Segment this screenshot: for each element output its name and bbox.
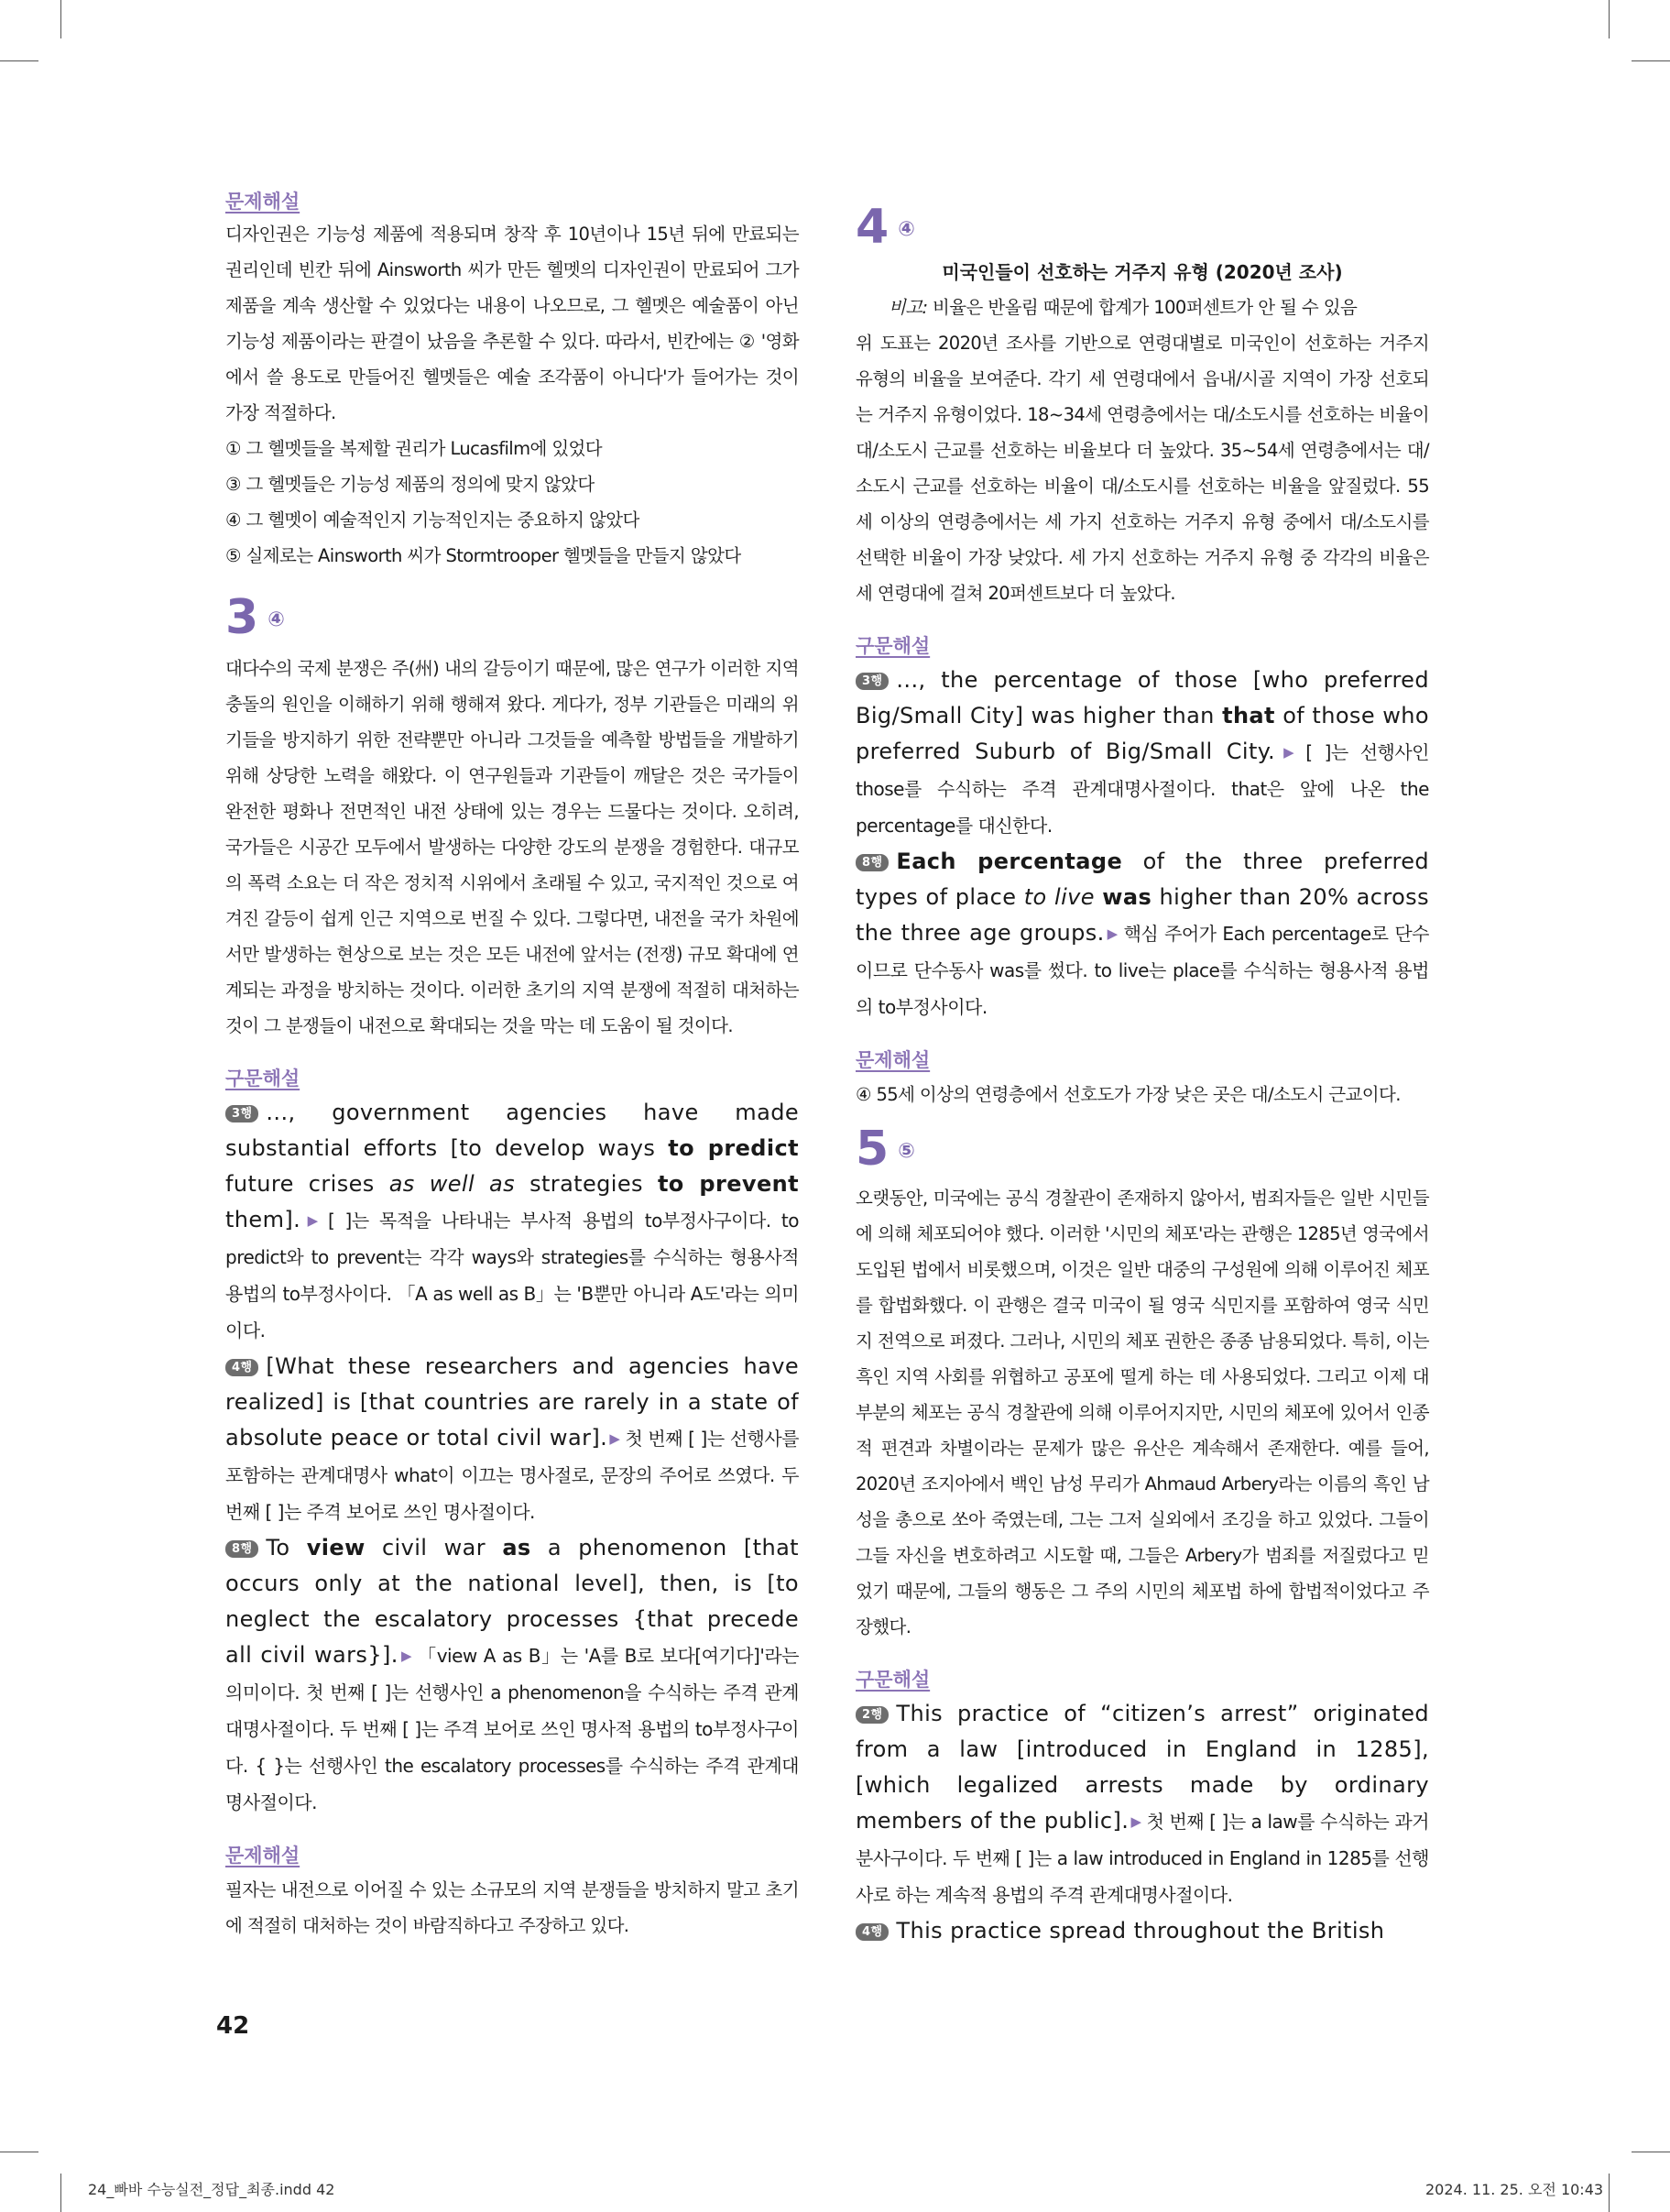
right-column [856, 200, 1429, 1949]
arrow-icon: ▶ [1130, 1813, 1142, 1830]
crop-mark [1632, 60, 1670, 61]
crop-mark [1609, 0, 1610, 38]
section-heading: 구문해설 [225, 1068, 300, 1090]
chart-title: 미국인들이 선호하는 거주지 유형 (2020년 조사) [942, 261, 1343, 283]
question-header [856, 200, 1429, 255]
line-badge: 3행 [856, 673, 889, 690]
page-number: 42 [216, 2012, 250, 2040]
question-number: 5 [856, 1122, 890, 1177]
option-5: ⑤ 실제로는 Ainsworth 씨가 Stormtrooper 헬멧들을 만들지 않았다 [225, 545, 741, 566]
question-number: 4 [856, 200, 890, 255]
translation-paragraph: 오랫동안, 미국에는 공식 경찰관이 존재하지 않아서, 범죄자들은 일반 시민들에 의해 체포되어야 했다. 이러한 '시민의 체포'라는 관행은 1285년 영국에서 도입된 법에서 비롯했으며, 이것은 일반 대중의 구성원에 의해 이루어진 체포를 합법화했다. 이 관행은 결국 미국이 될 영국 식민지를 포함하여 영국 식민지 전역으로 퍼졌다. 그러나, 시민의 체포 권한은 종종 남용되었다. 특히, 이는 흑인 지역 사회를 위협하고 공포에 떨게 하는 데 사용되었다. 그리고 이제 대부분의 체포는 공식 경찰관에 의해 이루어지지만, 시민의 체포에 있어서 인종적 편견과 차별이라는 문제가 많은 유산은 계속해서 존재한다. 예를 들어, 2020년 조지아에서 백인 남성 무리가 Ahmaud Arbery라는 이름의 흑인 남성을 총으로 쏘아 죽였는데, 그는 그저 실외에서 조깅을 하고 있었다. 그들이 그들 자신을 변호하려고 시도할 때, 그들은 Arbery가 범죄를 저질렀다고 믿었기 때문에, 그들의 행동은 그 주의 시민의 체포법 하에 합법적이었다고 주장했다. [856, 1188, 1429, 1637]
question-header [856, 1122, 1429, 1177]
section-heading: 구문해설 [856, 635, 931, 657]
question-answer: ④ [267, 608, 285, 631]
question-answer: ④ [898, 218, 915, 241]
translation-paragraph: 위 도표는 2020년 조사를 기반으로 연령대별로 미국인이 선호하는 거주지 유형의 비율을 보여준다. 각기 세 연령대에서 읍내/시골 지역이 가장 선호되는 거주지 유형이었다. 18~34세 연령층에서는 대/소도시를 선호하는 비율이 대/소도시 근교를 선호하는 비율보다 더 높았다. 35~54세 연령층에서는 대/소도시 근교를 선호하는 비율이 대/소도시를 선호하는 비율을 앞질렀다. 55세 이상의 연령층에서는 세 가지 선호하는 거주지 유형 중에서 대/소도시를 선택한 비율이 가장 낮았다. 세 가지 선호하는 거주지 유형 중 각각의 비율은 세 연령대에 걸쳐 20퍼센트보다 더 높았다. [856, 333, 1429, 604]
grammar-note: 3행 ..., the percentage of those [who preferred Big/Small City] was higher than that of those who preferred Suburb of Big/Small City. ▶ [ ]는 선행사인 those를 수식하는 주격 관계대명사절이다. that은 앞에 나온 the percentage를 대신한다. [856, 667, 1429, 837]
line-badge: 4행 [225, 1359, 258, 1376]
crop-mark [60, 2174, 61, 2212]
translation-paragraph: 대다수의 국제 분쟁은 주(州) 내의 갈등이기 때문에, 많은 연구가 이러한 지역 충돌의 원인을 이해하기 위해 행해져 왔다. 게다가, 정부 기관들은 미래의 위기들을 방지하기 위한 전략뿐만 아니라 그것들을 예측할 방법들을 개발하기 위해 상당한 노력을 해왔다. 이 연구원들과 기관들이 깨달은 것은 국가들이 완전한 평화나 전면적인 내전 상태에 있는 경우는 드물다는 것이다. 오히려, 국가들은 시공간 모두에서 발생하는 다양한 강도의 분쟁을 경험한다. 대규모의 폭력 소요는 더 작은 정치적 시위에서 초래될 수 있고, 국지적인 것으로 여겨진 갈등이 쉽게 인근 지역으로 번질 수 있다. 그렇다면, 내전을 국가 차원에서만 발생하는 현상으로 보는 것은 모든 내전에 앞서는 (전쟁) 규모 확대에 연계되는 과정을 방치하는 것이다. 이러한 초기의 지역 분쟁에 적절히 대처하는 것이 그 분쟁들이 내전으로 확대되는 것을 막는 데 도움이 될 것이다. [225, 658, 799, 1036]
line-badge: 8행 [225, 1540, 258, 1558]
explanation-paragraph: ④ 55세 이상의 연령층에서 선호도가 가장 낮은 곳은 대/소도시 근교이다. [856, 1084, 1401, 1105]
crop-mark [1609, 2174, 1610, 2212]
section-heading: 문제해설 [856, 1049, 931, 1071]
question-number: 3 [225, 590, 259, 645]
arrow-icon: ▶ [1106, 925, 1119, 942]
grammar-note: 8행 To view civil war as a phenomenon [that occurs only at the national level], then, is [to neglect the escalatory processes {that precede all civil wars}]. ▶ 「view A as B」는 'A를 B로 보다[여기다]'라는 의미이다. 첫 번째 [ ]는 선행사인 a phenomenon을 수식하는 주격 관계대명사절이다. 두 번째 [ ]는 주격 보어로 쓰인 명사적 용법의 to부정사구이다. { }는 선행사인 the escalatory processes를 수식하는 주격 관계대명사절이다. [225, 1535, 799, 1813]
explanation-paragraph: 필자는 내전으로 이어질 수 있는 소규모의 지역 분쟁들을 방치하지 말고 초기에 적절히 대처하는 것이 바람직하다고 주장하고 있다. [225, 1879, 799, 1936]
line-badge: 2행 [856, 1706, 889, 1724]
left-column [225, 187, 799, 1944]
line-badge: 3행 [225, 1105, 258, 1122]
chart-note: 비고: 비율은 반올림 때문에 합계가 100퍼센트가 안 될 수 있음 [889, 297, 1358, 318]
grammar-note: 8행 Each percentage of the three preferred types of place to live was higher than 20% across the three age groups. ▶ 핵심 주어가 Each percentage로 단수이므로 단수동사 was를 썼다. to live는 place를 수식하는 형용사적 용법의 to부정사이다. [856, 849, 1429, 1018]
arrow-icon: ▶ [399, 1648, 414, 1664]
section-heading: 문제해설 [225, 191, 300, 213]
option-3: ③ 그 헬멧들은 기능성 제품의 정의에 맞지 않았다 [225, 474, 595, 495]
section-heading: 문제해설 [225, 1845, 300, 1867]
question-answer: ⑤ [898, 1140, 915, 1163]
grammar-note: 3행 ..., government agencies have made substantial efforts [to develop ways to predict future crises as well as strategies to prevent them]. ▶ [ ]는 목적을 나타내는 부사적 용법의 to부정사구이다. to predict와 to prevent는 각각 ways와 strategies를 수식하는 형용사적 용법의 to부정사이다. 「A as well as B」는 'B뿐만 아니라 A도'라는 의미이다. [225, 1100, 800, 1341]
option-1: ① 그 헬멧들을 복제할 권리가 Lucasfilm에 있었다 [225, 438, 603, 459]
explanation-paragraph: 디자인권은 기능성 제품에 적용되며 창작 후 10년이나 15년 뒤에 만료되는 권리인데 빈칸 뒤에 Ainsworth 씨가 만든 헬멧의 디자인권이 만료되어 그가 제품을 계속 생산할 수 있었다는 내용이 나오므로, 그 헬멧은 예술품이 아닌 기능성 제품이라는 판결이 났음을 추론할 수 있다. 따라서, 빈칸에는 ② '영화에서 쓸 용도로 만들어진 헬멧들은 예술 조각품이 아니다'가 들어가는 것이 가장 적절하다. [225, 224, 799, 423]
grammar-note: 4행 This practice spread throughout the British [856, 1913, 1429, 1949]
arrow-icon: ▶ [1276, 744, 1302, 761]
footer-file-info: 24_빠바 수능실전_정답_최종.indd 42 [88, 2181, 335, 2198]
footer-timestamp: 2024. 11. 25. 오전 10:43 [1425, 2181, 1604, 2198]
grammar-note: 4행 [What these researchers and agencies have realized] is [that countries are rarely in a state of absolute peace or total civil war]. ▶ 첫 번째 [ ]는 선행사를 포함하는 관계대명사 what이 이끄는 명사절로, 문장의 주어로 쓰였다. 두 번째 [ ]는 주격 보어로 쓰인 명사절이다. [225, 1353, 799, 1523]
option-4: ④ 그 헬멧이 예술적인지 기능적인지는 중요하지 않았다 [225, 509, 639, 531]
question-header [225, 590, 799, 645]
grammar-note: 2행 This practice of “citizen’s arrest” originated from a law [introduced in England in 1285], [which legalized arrests made by ordinary members of the public]. ▶ 첫 번째 [ ]는 a law를 수식하는 과거분사구이다. 두 번째 [ ]는 a law introduced in England in 1285를 선행사로 하는 계속적 용법의 주격 관계대명사절이다. [856, 1701, 1429, 1906]
crop-mark [0, 60, 38, 61]
arrow-icon: ▶ [609, 1430, 621, 1447]
crop-mark [60, 0, 61, 38]
arrow-icon: ▶ [302, 1212, 323, 1229]
line-badge: 8행 [856, 854, 889, 871]
section-heading: 구문해설 [856, 1669, 931, 1691]
line-badge: 4행 [856, 1923, 889, 1941]
